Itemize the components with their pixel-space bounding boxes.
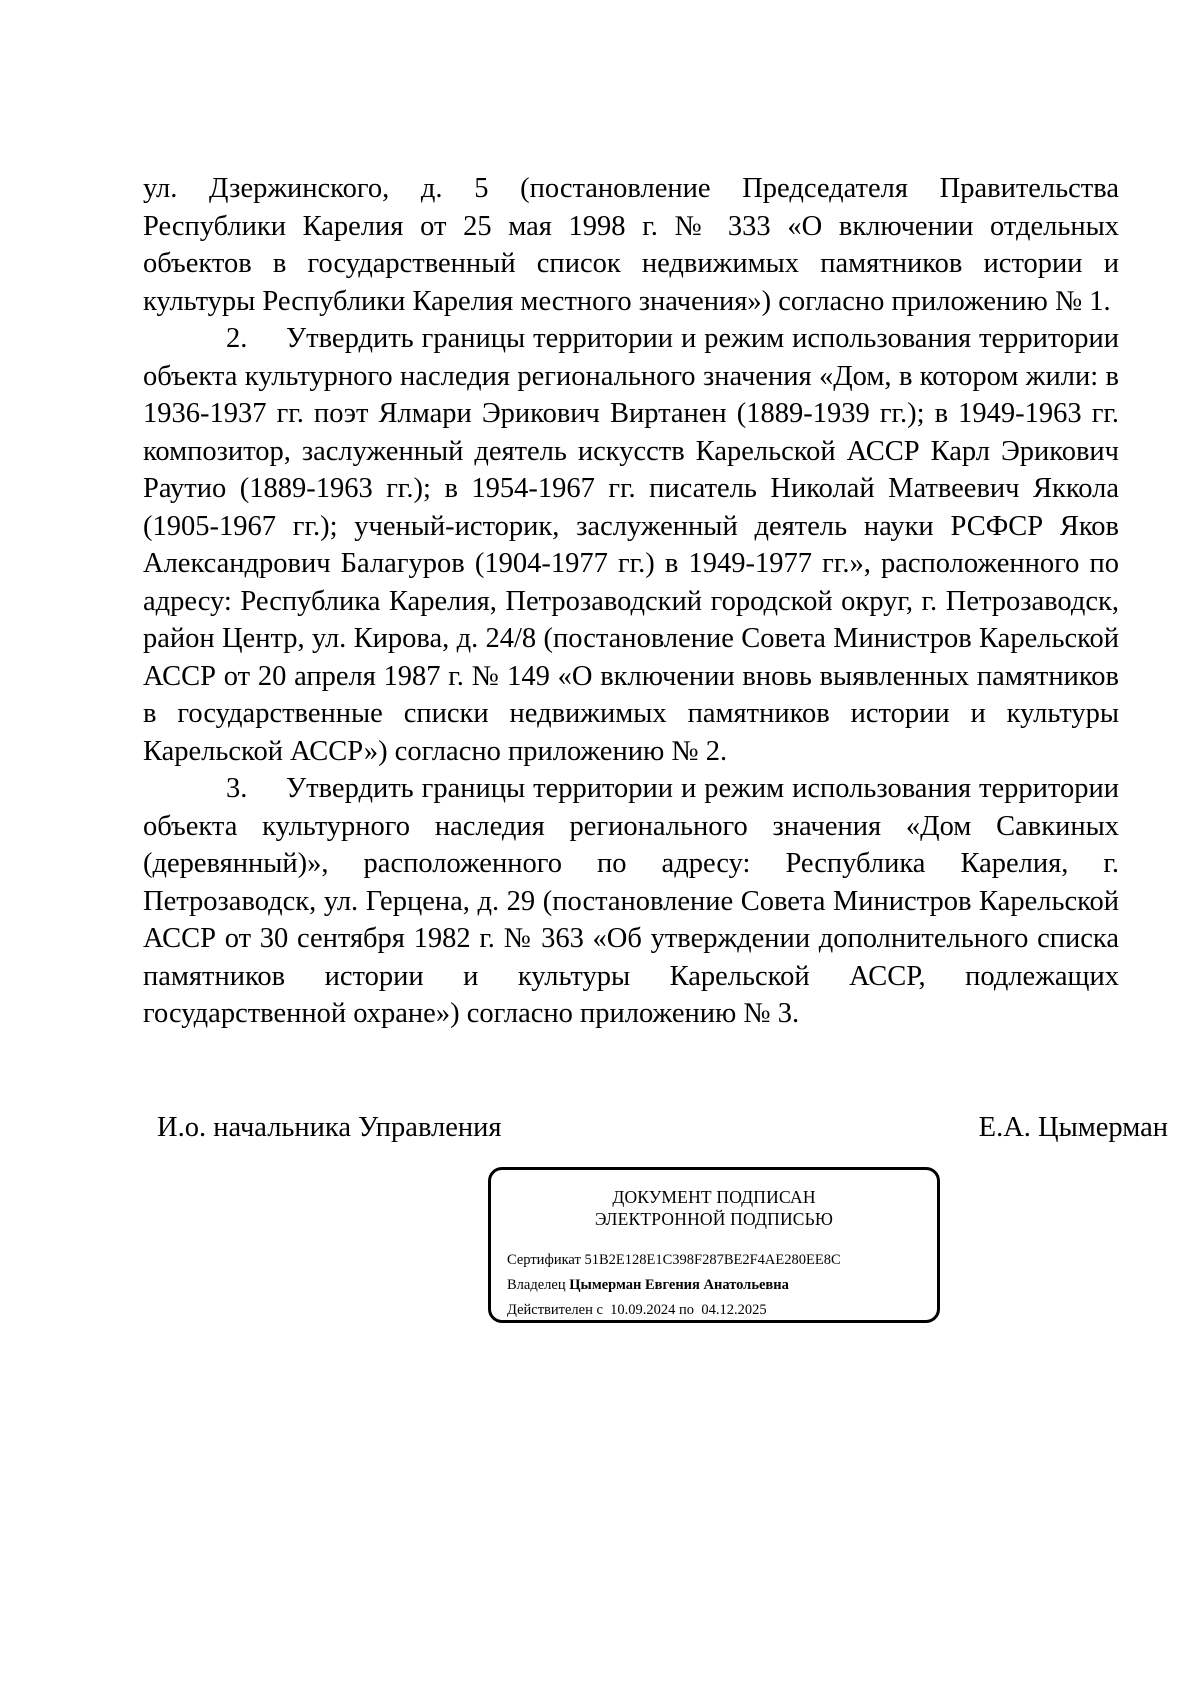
certificate-value: 51B2E128E1C398F287BE2F4AE280EE8C: [584, 1252, 841, 1268]
stamp-heading-line: ДОКУМЕНТ ПОДПИСАН: [612, 1187, 816, 1207]
stamp-owner-line: [507, 1273, 841, 1298]
stamp-validity-line: [507, 1298, 841, 1323]
stamp-heading-line: ЭЛЕКТРОННОЙ ПОДПИСЬЮ: [594, 1209, 834, 1229]
document-body: [143, 170, 1119, 1033]
valid-to-label: по: [679, 1302, 695, 1318]
valid-label: Действителен с: [507, 1302, 603, 1318]
item-text: Утвердить границы территории и режим использования территории объекта культурного наследия регионального значения «Дом, в котором жили: в 1936-1937 гг. поэт Ялмари Эрикович Виртанен (1889-1939 гг.); в 1949-1963 гг. композитор, заслуженный деятель искусств Карельской АССР Карл Эрикович Раутио (1889-1963 гг.); в 1954-1967 гг. писатель Николай Матвеевич Яккола (1905-1967 гг.); ученый-историк, заслуженный деятель науки РСФСР Яков Александрович Балагуров (1904-1977 гг.) в 1949-1977 гг.», расположенного по адресу: Республика Карелия, Петрозаводский городской округ, г. Петрозаводск, район Центр, ул. Кирова, д. 24/8 (постановление Совета Министров Карельской АССР от 20 апреля 1987 г. № 149 «О включении вновь выявленных памятников в государственные списки недвижимых памятников истории и культуры Карельской АССР») согласно приложению № 2.: [143, 323, 1119, 767]
stamp-details: [507, 1248, 841, 1323]
signatory-name: Е.А. Цымерман: [978, 1112, 1168, 1143]
valid-to: 04.12.2025: [701, 1302, 767, 1318]
item-number: 3.: [226, 773, 248, 804]
list-item: [143, 320, 1119, 770]
electronic-signature-stamp: [488, 1167, 940, 1323]
valid-from: 10.09.2024: [610, 1302, 676, 1318]
owner-value: Цымерман Евгения Анатольевна: [569, 1277, 789, 1293]
list-item: [143, 770, 1119, 1033]
stamp-heading: [491, 1186, 937, 1230]
stamp-certificate-line: [507, 1248, 841, 1273]
item-number: 2.: [226, 323, 248, 354]
signatory-title: И.о. начальника Управления: [157, 1112, 502, 1143]
owner-label: Владелец: [507, 1277, 566, 1293]
certificate-label: Сертификат: [507, 1252, 581, 1268]
item-text: Утвердить границы территории и режим использования территории объекта культурного наследия регионального значения «Дом Савкиных (деревянный)», расположенного по адресу: Республика Карелия, г. Петрозаводск, ул. Герцена, д. 29 (постановление Совета Министров Карельской АССР от 30 сентября 1982 г. № 363 «Об утверждении дополнительного списка памятников истории и культуры Карельской АССР, подлежащих государственной охране») согласно приложению № 3.: [143, 773, 1119, 1029]
paragraph-continuation: ул. Дзержинского, д. 5 (постановление Председателя Правительства Республики Карелия от 25 мая 1998 г. № 333 «О включении отдельных объектов в государственный список недвижимых памятников истории и культуры Республики Карелия местного значения») согласно приложению № 1.: [143, 173, 1119, 317]
